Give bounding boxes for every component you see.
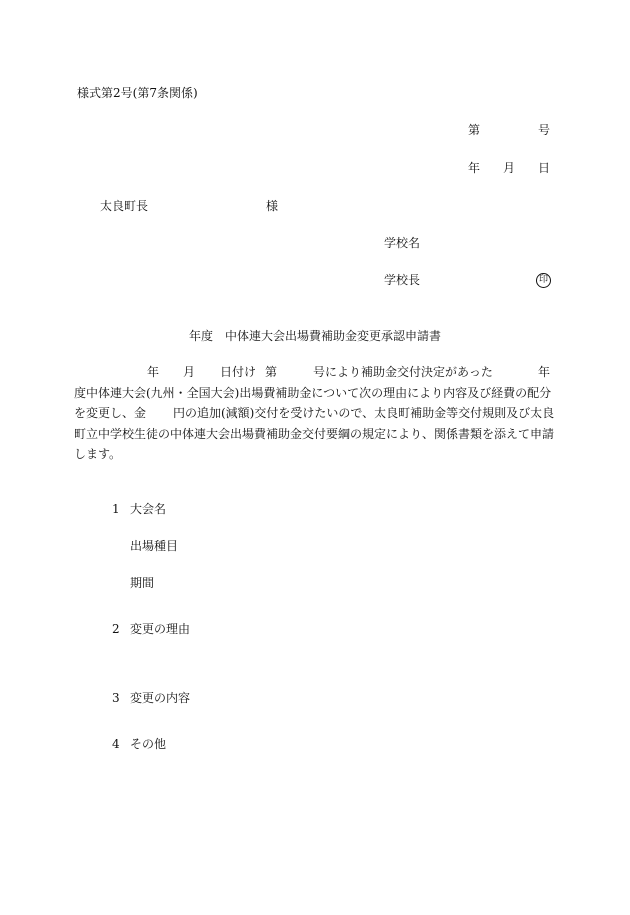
body-line-2: 度中体連大会(九州・全国大会)出場費補助金について次の理由により内容及び経費の配分	[74, 386, 552, 400]
principal-label: 学校長	[384, 273, 421, 287]
addressee-name: 太良町長	[100, 199, 149, 213]
body-amount-pre: を変更し、金	[74, 406, 147, 420]
body-month: 月	[183, 365, 196, 379]
addressee-honorific: 様	[266, 199, 279, 213]
document-title: 年度 中体連大会出場費補助金変更承認申請書	[189, 329, 442, 343]
body-phrase: 号により補助金交付決定があった	[313, 365, 493, 379]
item-4-label: その他	[130, 737, 167, 751]
body-year: 年	[147, 365, 160, 379]
item-1-number: 1	[112, 502, 120, 516]
form-label: 様式第2号(第7条関係)	[77, 86, 198, 100]
seal-mark: 印	[536, 273, 551, 288]
item-3-number: 3	[112, 691, 120, 705]
item-1-sub-period: 期間	[130, 576, 155, 590]
body-no: 第	[265, 365, 278, 379]
item-2-label: 変更の理由	[130, 622, 191, 636]
date-month: 月	[503, 161, 516, 175]
body-line-4: 町立中学校生徒の中体連大会出場費補助金交付要綱の規定により、関係書類を添えて申請	[74, 427, 555, 441]
item-3-label: 変更の内容	[130, 691, 191, 705]
body-line-5: します。	[74, 447, 122, 461]
date-day: 日	[538, 161, 551, 175]
item-1-label: 大会名	[130, 502, 167, 516]
item-2-number: 2	[112, 622, 120, 636]
body-year-end: 年	[538, 365, 551, 379]
body-amount-post: 円の追加(減額)交付を受けたいので、太良町補助金等交付規則及び太良	[173, 406, 555, 420]
item-1-sub-event: 出場種目	[130, 539, 179, 553]
doc-number-prefix: 第	[468, 123, 481, 137]
item-4-number: 4	[112, 737, 120, 751]
body-dated: 日付け	[220, 365, 257, 379]
school-name-label: 学校名	[384, 236, 421, 250]
doc-number-suffix: 号	[538, 123, 551, 137]
date-year: 年	[468, 161, 481, 175]
